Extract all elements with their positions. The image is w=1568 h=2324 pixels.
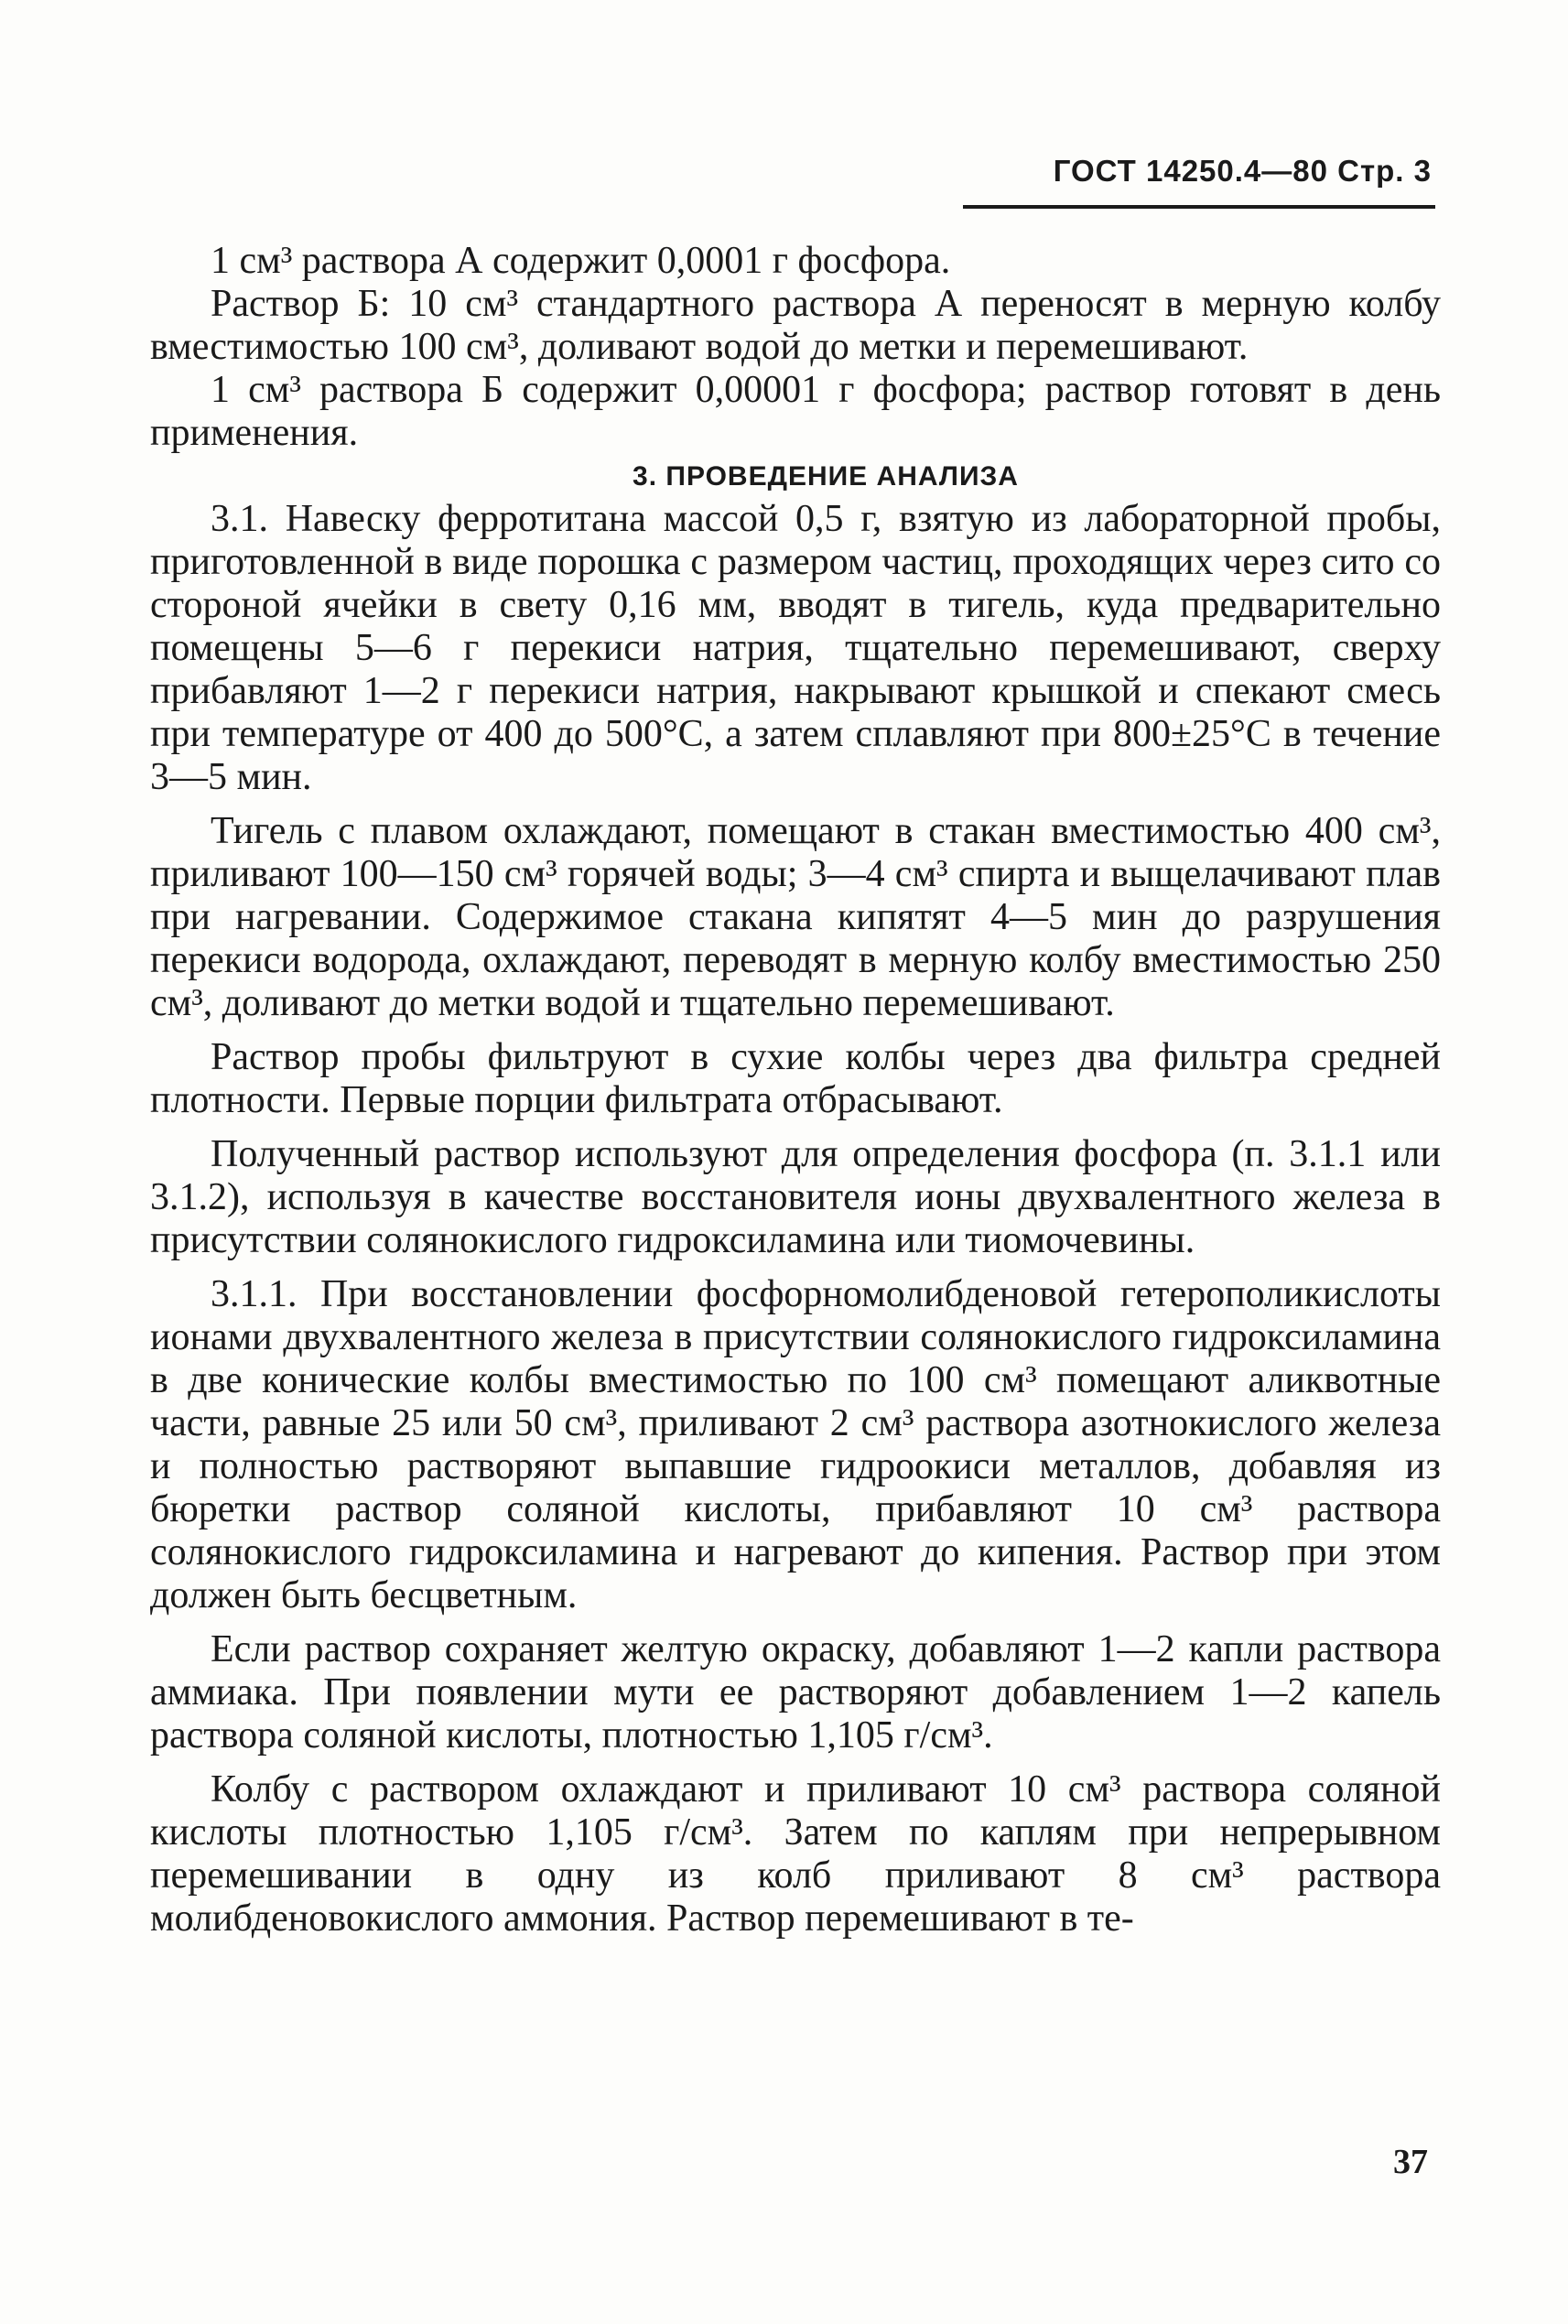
paragraph: Тигель с плавом охлаждают, помещают в стакан вместимостью 400 см³, приливают 100—150 см³ горячей воды; 3—4 см³ спирта и выщелачивают плав при нагревании. Содержимое стакана кипятят 4—5 мин до разрушения перекиси водорода, охлаждают, переводят в мерную колбу вместимостью 250 см³, доливают до метки водой и тщательно перемешивают.: [150, 810, 1441, 1024]
document-body: [150, 240, 1441, 1940]
page-number: 37: [1393, 2143, 1428, 2181]
paragraph: Раствор пробы фильтруют в сухие колбы через два фильтра средней плотности. Первые порции фильтрата отбрасывают.: [150, 1036, 1441, 1121]
paragraph: Колбу с раствором охлаждают и приливают 10 см³ раствора соляной кислоты плотностью 1,105 г/см³. Затем по каплям при непрерывном перемешивании в одну из колб приливают 8 см³ раствора молибденовокислого аммония. Раствор перемешивают в те-: [150, 1768, 1441, 1940]
paragraph: Раствор Б: 10 см³ стандартного раствора А переносят в мерную колбу вместимостью 100 см³, доливают водой до метки и перемешивают.: [150, 283, 1441, 368]
paragraph: Если раствор сохраняет желтую окраску, добавляют 1—2 капли раствора аммиака. При появлении мути ее растворяют добавлением 1—2 капель раствора соляной кислоты, плотностью 1,105 г/см³.: [150, 1628, 1441, 1757]
paragraph: 1 см³ раствора Б содержит 0,00001 г фосфора; раствор готовят в день применения.: [150, 369, 1441, 454]
paragraph: 3.1. Навеску ферротитана массой 0,5 г, взятую из лабораторной пробы, приготовленной в виде порошка с размером частиц, проходящих через сито со стороной ячейки в свету 0,16 мм, вводят в тигель, куда предварительно помещены 5—6 г перекиси натрия, тщательно перемешивают, сверху прибавляют 1—2 г перекиси натрия, накрывают крышкой и спекают смесь при температуре от 400 до 500°С, а затем сплавляют при 800±25°С в течение 3—5 мин.: [150, 498, 1441, 798]
header-rule: [963, 205, 1435, 209]
paragraph: 1 см³ раствора А содержит 0,0001 г фосфора.: [211, 240, 951, 282]
page-header: ГОСТ 14250.4—80 Стр. 3: [1053, 154, 1432, 188]
section-title: 3. ПРОВЕДЕНИЕ АНАЛИЗА: [633, 461, 1019, 492]
paragraph: 3.1.1. При восстановлении фосфорномолибденовой гетерополикислоты ионами двухвалентного железа в присутствии солянокислого гидроксиламина в две конические колбы вместимостью по 100 см³ помещают аликвотные части, равные 25 или 50 см³, приливают 2 см³ раствора азотнокислого железа и полностью растворяют выпавшие гидроокиси металлов, добавляя из бюретки раствор соляной кислоты, прибавляют 10 см³ раствора солянокислого гидроксиламина и нагревают до кипения. Раствор при этом должен быть бесцветным.: [150, 1273, 1441, 1616]
paragraph: Полученный раствор используют для определения фосфора (п. 3.1.1 или 3.1.2), используя в качестве восстановителя ионы двухвалентного железа в присутствии солянокислого гидроксиламина или тиомочевины.: [150, 1133, 1441, 1261]
